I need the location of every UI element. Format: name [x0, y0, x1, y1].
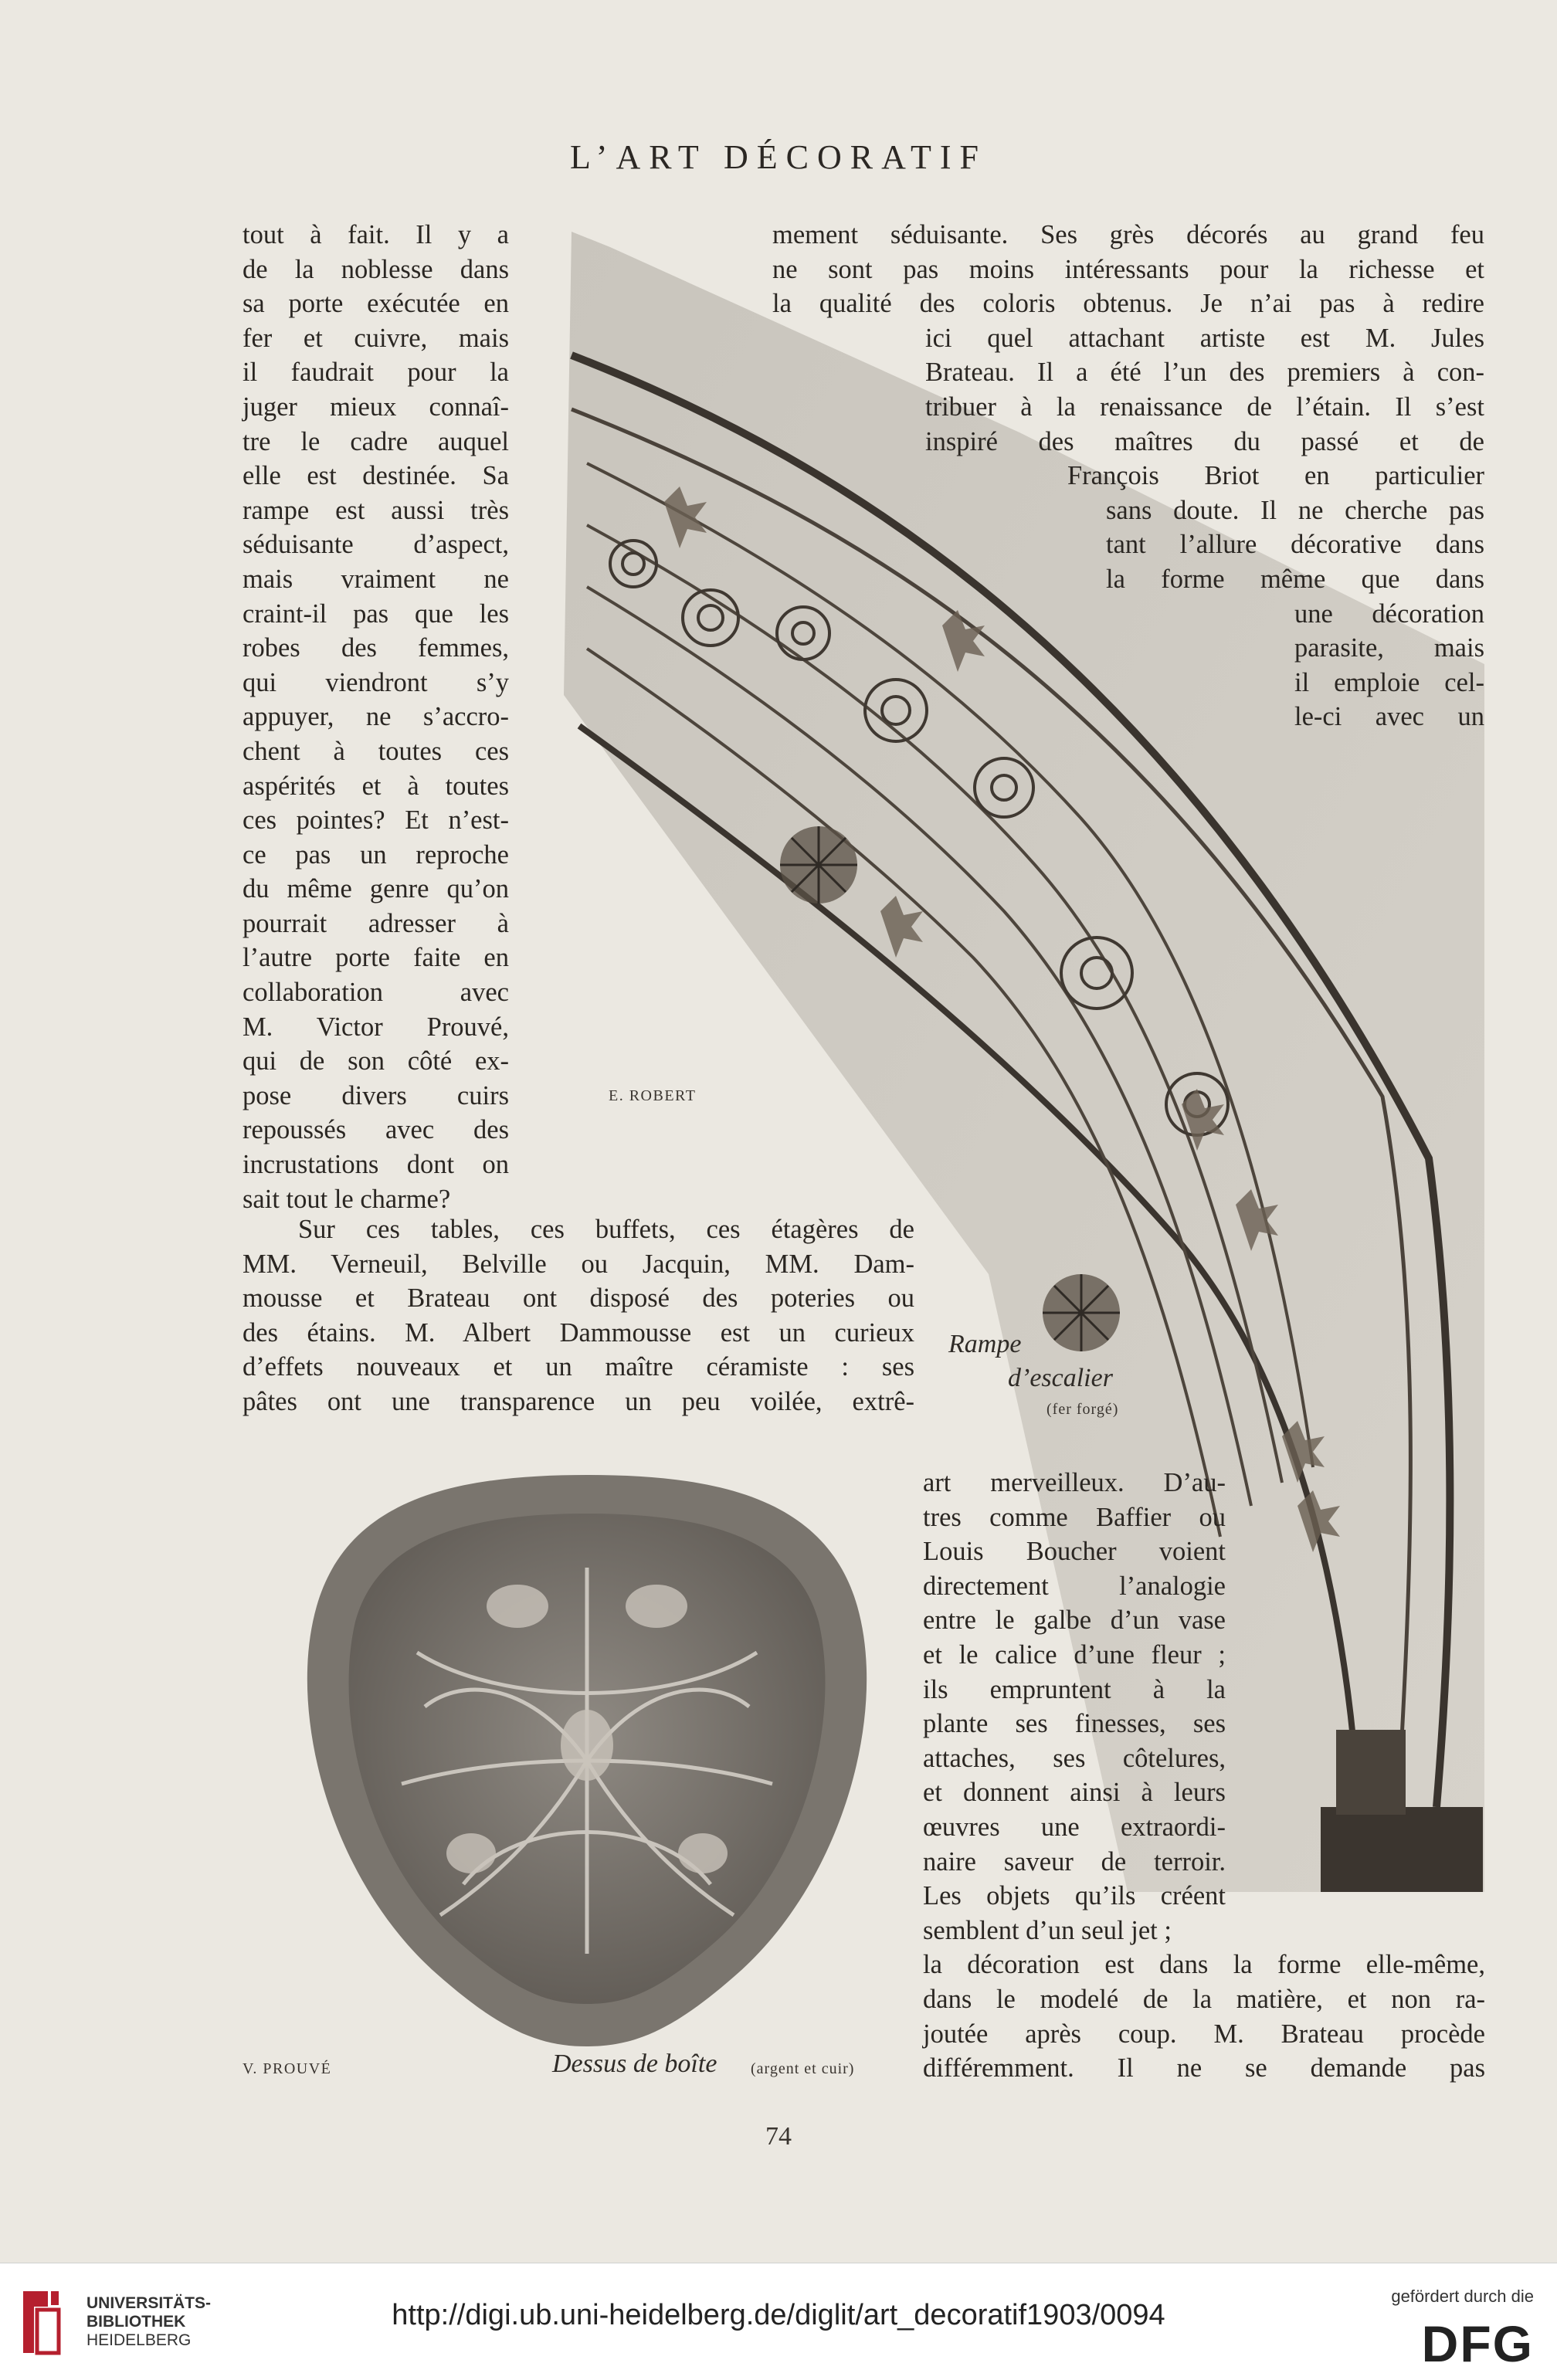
text-line: sans doute. Il ne cherche pas	[1106, 495, 1484, 525]
text-line: une décoration	[1294, 598, 1484, 629]
text-line: ces pointes? Et n’est-	[243, 805, 509, 836]
text-line: ils empruntent à la	[923, 1674, 1226, 1704]
text-line: MM. Verneuil, Belville ou Jacquin, MM. Dam-	[243, 1249, 914, 1279]
text-line: différemment. Il ne se demande pas	[923, 2053, 1485, 2083]
text-line: naire saveur de terroir.	[923, 1846, 1226, 1877]
text-line: qui viendront s’y	[243, 667, 509, 697]
text-line: et le calice d’une fleur ;	[923, 1639, 1226, 1670]
footer-bar	[0, 2263, 1557, 2380]
text-line: repoussés avec des	[243, 1115, 509, 1145]
text-line: entre le galbe d’un vase	[923, 1605, 1226, 1636]
text-line: elle est destinée. Sa	[243, 461, 509, 491]
text-line: mement séduisante. Ses grès décorés au grand feu	[772, 220, 1484, 249]
text-line: Louis Boucher voient	[923, 1537, 1226, 1567]
text-line: incrustations dont on	[243, 1150, 509, 1180]
text-line: mousse et Brateau ont disposé des poteries ou	[243, 1283, 914, 1314]
text-line: mais vraiment ne	[243, 564, 509, 594]
text-line: attaches, ses côtelures,	[923, 1743, 1226, 1773]
text-line: pose divers cuirs	[243, 1080, 509, 1110]
text-line: directement l’analogie	[923, 1571, 1226, 1601]
stair-photo-credit: E. ROBERT	[609, 1087, 697, 1104]
text-line: qui de son côté ex-	[243, 1046, 509, 1076]
box-caption-material: (argent et cuir)	[751, 2060, 855, 2077]
text-line: tribuer à la renaissance de l’étain. Il s’est	[925, 392, 1484, 422]
text-line: dans le modelé de la matière, et non ra-	[923, 1984, 1485, 2014]
text-line: d’effets nouveaux et un maître céramiste : ses	[243, 1352, 914, 1382]
text-line: tres comme Baffier ou	[923, 1502, 1226, 1532]
text-line: robes des femmes,	[243, 633, 509, 663]
text-line: il emploie cel-	[1294, 667, 1484, 697]
library-name-line3: HEIDELBERG	[86, 2331, 192, 2349]
text-line: le-ci avec un	[1294, 702, 1484, 732]
text-line: Les objets qu’ils créent	[923, 1881, 1226, 1911]
funding-label: gefördert durch die	[1391, 2287, 1534, 2306]
stair-caption-line2: d’escalier	[1008, 1364, 1113, 1392]
text-line: chent à toutes ces	[243, 736, 509, 766]
dfg-logo: DFG	[1421, 2315, 1534, 2372]
right-bottom-text-column	[923, 1466, 1485, 2086]
lower-left-paragraph	[243, 1212, 914, 1419]
text-line: il faudrait pour la	[243, 358, 509, 388]
permalink-url[interactable]: http://digi.ub.uni-heidelberg.de/diglit/art_decoratif1903/0094	[392, 2299, 1165, 2331]
text-line: François Briot en particulier	[1067, 461, 1484, 491]
text-line: de la noblesse dans	[243, 254, 509, 284]
text-line: craint-il pas que les	[243, 598, 509, 629]
text-line: pâtes ont une transparence un peu voilée, extrê-	[243, 1386, 914, 1416]
text-line: semblent d’un seul jet ;	[923, 1915, 1172, 1945]
running-title: L’ART DÉCORATIF	[569, 138, 988, 176]
text-line: parasite, mais	[1294, 633, 1484, 663]
library-name-line2: BIBLIOTHEK	[86, 2313, 186, 2331]
library-name-line1: UNIVERSITÄTS-	[86, 2294, 212, 2312]
text-line: pourrait adresser à	[243, 908, 509, 938]
stair-caption-line1: Rampe	[948, 1330, 1022, 1358]
text-line: plante ses finesses, ses	[923, 1709, 1226, 1739]
text-line: la décoration est dans la forme elle-même,	[923, 1950, 1485, 1980]
text-line: inspiré des maîtres du passé et de	[925, 426, 1484, 456]
stair-caption-material: (fer forgé)	[1046, 1401, 1119, 1418]
text-line: ici quel attachant artiste est M. Jules	[925, 323, 1484, 353]
text-line: séduisante d’aspect,	[243, 530, 509, 560]
page-number: 74	[765, 2122, 792, 2151]
text-line: rampe est aussi très	[243, 495, 509, 525]
right-top-text-column	[772, 218, 1484, 734]
text-line: tant l’allure décorative dans	[1106, 530, 1484, 560]
text-line: ne sont pas moins intéressants pour la richesse et	[772, 254, 1484, 284]
text-line: art merveilleux. D’au-	[923, 1468, 1226, 1497]
text-line: collaboration avec	[243, 978, 509, 1008]
text-line: la qualité des coloris obtenus. Je n’ai pas à redire	[772, 289, 1484, 319]
text-line: juger mieux connaî-	[243, 392, 509, 422]
text-line: sa porte exécutée en	[243, 289, 509, 319]
text-line: l’autre porte faite en	[243, 943, 509, 973]
text-line: appuyer, ne s’accro-	[243, 702, 509, 732]
box-caption: Dessus de boîte	[552, 2049, 717, 2078]
left-text-column	[243, 218, 509, 1216]
box-photo-credit: V. PROUVÉ	[243, 2060, 332, 2077]
text-line: Brateau. Il a été l’un des premiers à con-	[925, 358, 1484, 388]
text-line: Sur ces tables, ces buffets, ces étagères de	[298, 1215, 914, 1244]
text-line: aspérités et à toutes	[243, 771, 509, 801]
text-line: la forme même que dans	[1106, 564, 1484, 594]
text-line: du même genre qu’on	[243, 874, 509, 904]
text-line: des étains. M. Albert Dammousse est un curieux	[243, 1317, 914, 1348]
text-line: ce pas un reproche	[243, 839, 509, 870]
text-line: tre le cadre auquel	[243, 426, 509, 456]
text-line: fer et cuivre, mais	[243, 323, 509, 353]
text-line: joutée après coup. M. Brateau procède	[923, 2019, 1485, 2049]
text-line: tout à fait. Il y a	[243, 220, 509, 249]
box-lid-photo	[286, 1452, 888, 2070]
text-line: M. Victor Prouvé,	[243, 1012, 509, 1042]
text-line: sait tout le charme?	[243, 1184, 451, 1214]
text-line: œuvres une extraordi-	[923, 1812, 1226, 1842]
text-line: et donnent ainsi à leurs	[923, 1778, 1226, 1808]
